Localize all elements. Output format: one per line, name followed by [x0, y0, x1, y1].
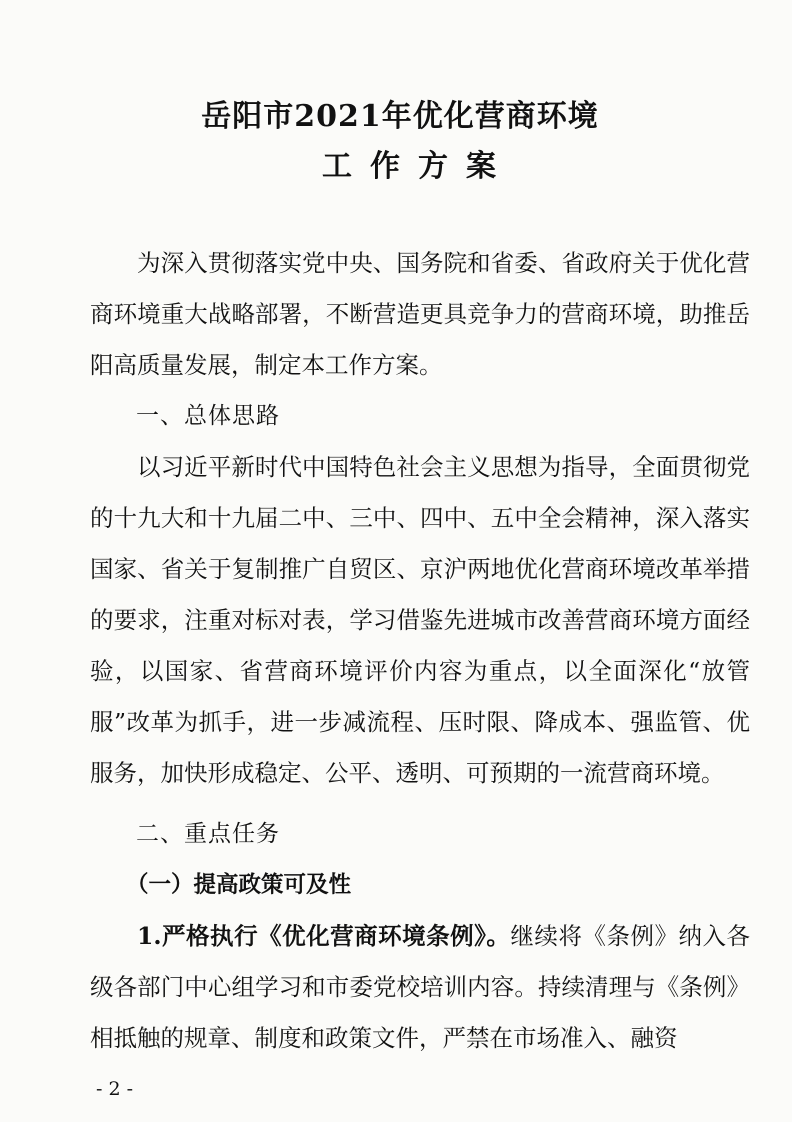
page-number: - 2 -	[96, 1078, 134, 1100]
intro-paragraph: 为深入贯彻落实党中央、国务院和省委、省政府关于优化营商环境重大战略部署，不断营造更具竞争力的营商环境，助推岳阳高质量发展，制定本工作方案。	[90, 249, 750, 379]
task-item-1	[90, 911, 750, 1064]
document-body	[90, 238, 750, 1064]
section-heading-key-tasks: 二、重点任务	[136, 821, 280, 847]
document-title-line-2: 工作方案	[322, 149, 514, 184]
document-title-line-1: 岳阳市2021年优化营商环境	[201, 99, 599, 134]
overall-approach-paragraph: 以习近平新时代中国特色社会主义思想为指导，全面贯彻党的十九大和十九届二中、三中、四中、五中全会精神，深入落实国家、省关于复制推广自贸区、京沪两地优化营商环境改革举措的要求，注重对标对表，学习借鉴先进城市改善营商环境方面经验，以国家、省营商环境评价内容为重点，以全面深化“放管服”改革为抓手，进一步减流程、压时限、降成本、强监管、优服务，加快形成稳定、公平、透明、可预期的一流营商环境。	[90, 453, 750, 787]
subsection-heading-policy-accessibility: （一）提高政策可及性	[126, 872, 352, 898]
task-item-1-body: 继续将《条例》纳入各级各部门中心组学习和市委党校培训内容。持续清理与《条例》相抵触的规章、制度和政策文件，严禁在市场准入、融资	[90, 922, 750, 1052]
section-heading-overall-approach: 一、总体思路	[136, 403, 280, 429]
task-item-1-title: 1.严格执行《优化营商环境条例》。	[137, 922, 511, 950]
